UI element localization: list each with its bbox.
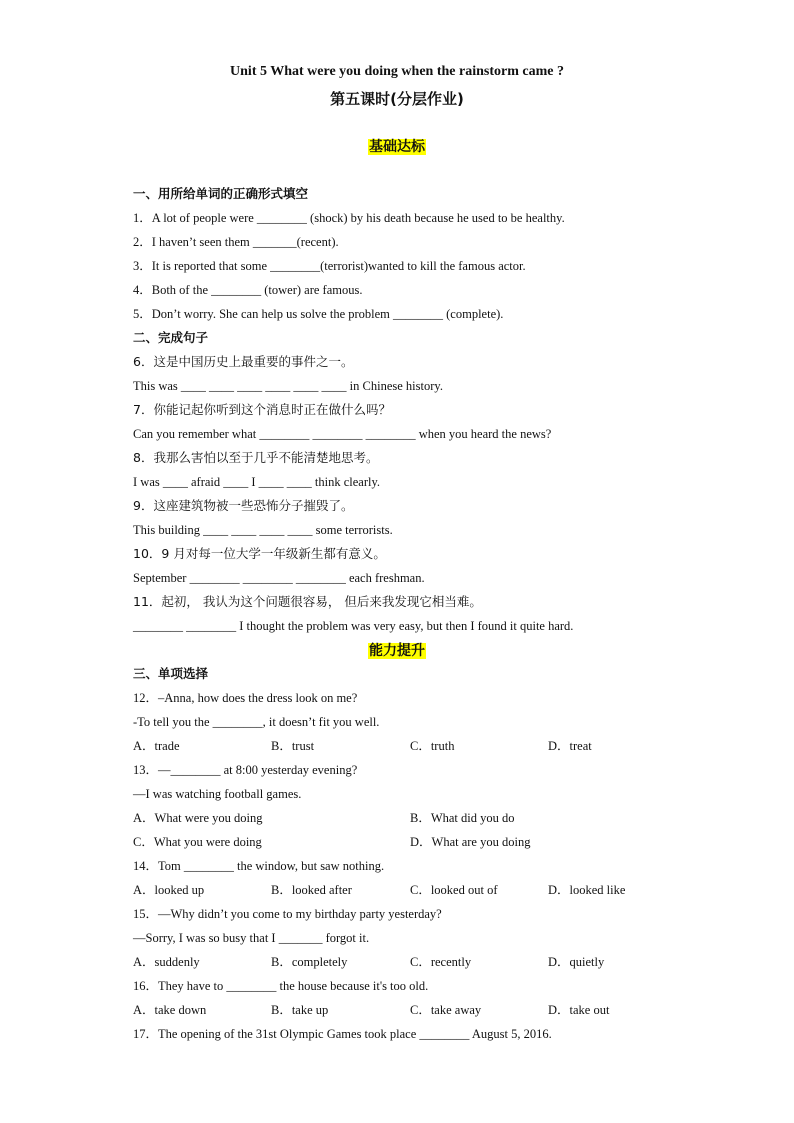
question-14: 14．Tom ________ the window, but saw nothing. [133, 859, 385, 873]
section-basic-wrap [0, 136, 794, 156]
section-advanced-label: 能力提升 [369, 643, 425, 659]
question-2: 2．I haven’t seen them _______(recent). [133, 235, 339, 249]
q16-option-d: D．take out [548, 1003, 610, 1017]
q16-option-c: C．take away [410, 1003, 482, 1017]
q16-option-b: B．take up [271, 1003, 329, 1017]
q13-option-b: B．What did you do [410, 811, 515, 825]
page-subtitle: 第五课时(分层作业) [330, 90, 464, 108]
q14-option-a: A．looked up [133, 883, 205, 897]
q12-option-b: B．trust [271, 739, 315, 753]
question-16: 16．They have to ________ the house because it's too old. [133, 979, 429, 993]
question-10-english: September ________ ________ ________ each freshman. [133, 571, 425, 585]
question-1: 1．A lot of people were ________ (shock) by his death because he used to be healthy. [133, 211, 565, 225]
question-13-answer: —I was watching football games. [133, 787, 302, 801]
section-basic-label: 基础达标 [369, 139, 425, 155]
q15-option-c: C．recently [410, 955, 472, 969]
question-6-english: This was ____ ____ ____ ____ ____ ____ in Chinese history. [133, 379, 443, 393]
q14-option-b: B．looked after [271, 883, 352, 897]
question-13: 13．—________ at 8:00 yesterday evening? [133, 763, 358, 777]
q12-option-c: C．truth [410, 739, 455, 753]
question-12-dialogue: -To tell you the ________, it doesn’t fit you well. [133, 715, 380, 729]
question-9-english: This building ____ ____ ____ ____ some terrorists. [133, 523, 393, 537]
q16-option-a: A．take down [133, 1003, 207, 1017]
question-4: 4．Both of the ________ (tower) are famous. [133, 283, 363, 297]
question-10-chinese: 10．9 月对每一位大学一年级新生都有意义。 [133, 546, 386, 561]
q13-option-a: A．What were you doing [133, 811, 263, 825]
question-15-answer: —Sorry, I was so busy that I _______ forgot it. [133, 931, 370, 945]
question-8-chinese: 8．我那么害怕以至于几乎不能清楚地思考。 [133, 450, 379, 465]
question-12: 12．–Anna, how does the dress look on me? [133, 691, 358, 705]
heading-fill-in: 一、用所给单词的正确形式填空 [133, 186, 309, 201]
question-9-chinese: 9．这座建筑物被一些恐怖分子摧毁了。 [133, 498, 354, 513]
question-6-chinese: 6．这是中国历史上最重要的事件之一。 [133, 354, 354, 369]
question-17: 17．The opening of the 31st Olympic Games took place ________ August 5, 2016. [133, 1027, 552, 1041]
question-11-chinese: 11．起初， 我认为这个问题很容易， 但后来我发现它相当难。 [133, 594, 482, 609]
q13-option-c: C．What you were doing [133, 835, 262, 849]
page-title: Unit 5 What were you doing when the rainstorm came ? [230, 64, 564, 79]
question-5: 5．Don’t worry. She can help us solve the problem ________ (complete). [133, 307, 504, 321]
question-3: 3．It is reported that some ________(terrorist)wanted to kill the famous actor. [133, 259, 526, 273]
question-7-english: Can you remember what ________ ________ ________ when you heard the news? [133, 427, 552, 441]
q13-option-d: D．What are you doing [410, 835, 531, 849]
heading-multiple-choice: 三、单项选择 [133, 666, 209, 681]
q15-option-a: A．suddenly [133, 955, 200, 969]
question-15: 15．—Why didn’t you come to my birthday party yesterday? [133, 907, 442, 921]
heading-complete-sentences: 二、完成句子 [133, 330, 209, 345]
q14-option-c: C．looked out of [410, 883, 498, 897]
q14-option-d: D．looked like [548, 883, 626, 897]
q15-option-d: D．quietly [548, 955, 605, 969]
q12-option-d: D．treat [548, 739, 592, 753]
q12-option-a: A．trade [133, 739, 180, 753]
section-advanced-wrap [0, 640, 794, 660]
question-8-english: I was ____ afraid ____ I ____ ____ think clearly. [133, 475, 381, 489]
question-11-english: ________ ________ I thought the problem was very easy, but then I found it quite hard. [133, 619, 574, 633]
q15-option-b: B．completely [271, 955, 348, 969]
question-7-chinese: 7．你能记起你听到这个消息时正在做什么吗？ [133, 402, 391, 417]
